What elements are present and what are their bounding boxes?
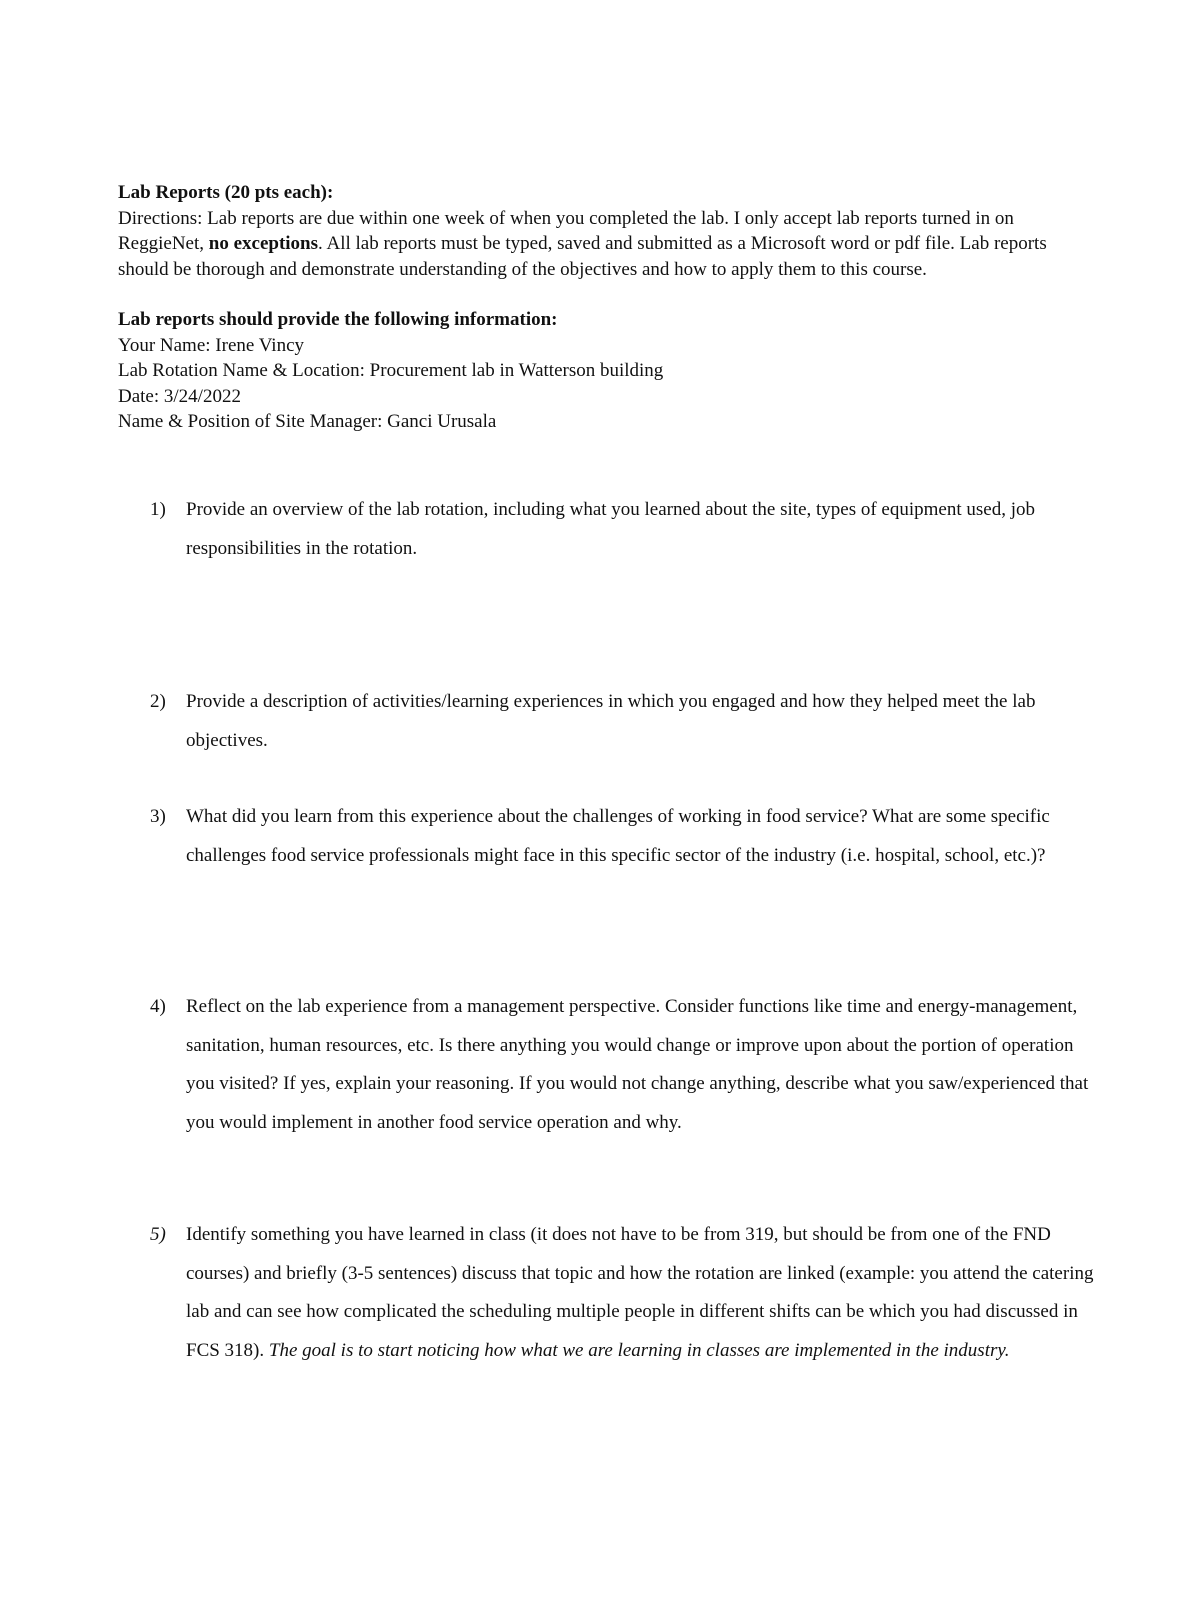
- rotation-line: Lab Rotation Name & Location: Procurement lab in Watterson building: [118, 360, 664, 381]
- question-number: 1): [150, 499, 166, 520]
- your-name-line: Your Name: Irene Vincy: [118, 334, 305, 356]
- question-number: 2): [150, 691, 166, 712]
- question-item-3: [150, 798, 1100, 875]
- question-item-4: [150, 988, 1100, 1142]
- question-number: 3): [150, 806, 166, 827]
- question-text: Provide an overview of the lab rotation, including what you learned about the site, types of equipment used, job responsibilities in the rotation.: [186, 499, 1035, 559]
- question-text: Reflect on the lab experience from a management perspective. Consider functions like time and energy-management, sanitation, human resources, etc. Is there anything you would change or improve upon about the portion of operation you visited? If yes, explain your reasoning. If you would not change anything, describe what you saw/experienced that you would implement in another food service operation and why.: [186, 996, 1089, 1133]
- question-number: 5): [150, 1224, 166, 1245]
- question-text-regular: Identify something you have learned in class (it does not have to be from 319, but should be from one of the FND courses) and briefly (3-5 sentences) discuss that topic and how the rotation are linked (example: you attend the catering lab and can see how complicated the scheduling multiple people in different shifts can be which you had discussed in FCS 318).: [186, 1224, 1094, 1361]
- question-text: [186, 1216, 1100, 1370]
- question-item-1: [150, 491, 1100, 568]
- date-line: Date: 3/24/2022: [118, 385, 241, 407]
- manager-line: Name & Position of Site Manager: Ganci Urusala: [118, 411, 497, 432]
- directions-text-start: Directions: Lab reports are due within one week of when you completed the lab. I only accept lab reports turned in on ReggieNet,: [118, 207, 1014, 254]
- question-item-2: [150, 683, 1100, 760]
- directions-emphasis: no exceptions: [208, 233, 319, 254]
- section-title: Lab Reports (20 pts each):: [118, 182, 334, 203]
- directions-text-end: . All lab reports must be typed, saved and submitted as a Microsoft word or pdf file. Lab reports should be thorough and demonstrate understanding of the objectives and how to apply them to this course.: [118, 233, 1047, 280]
- question-item-5: [150, 1216, 1100, 1370]
- info-heading: Lab reports should provide the following information:: [118, 309, 558, 330]
- question-text: What did you learn from this experience about the challenges of working in food service? What are some specific challenges food service professionals might face in this specific sector of the industry (i.e. hospital, school, etc.)?: [186, 806, 1050, 866]
- lab-reports-section: [118, 180, 1098, 435]
- directions-paragraph: [118, 206, 1098, 283]
- question-number: 4): [150, 996, 166, 1017]
- question-text-italic: The goal is to start noticing how what we are learning in classes are implemented in the industry.: [268, 1339, 1010, 1361]
- question-text: Provide a description of activities/learning experiences in which you engaged and how they helped meet the lab objectives.: [186, 691, 1036, 751]
